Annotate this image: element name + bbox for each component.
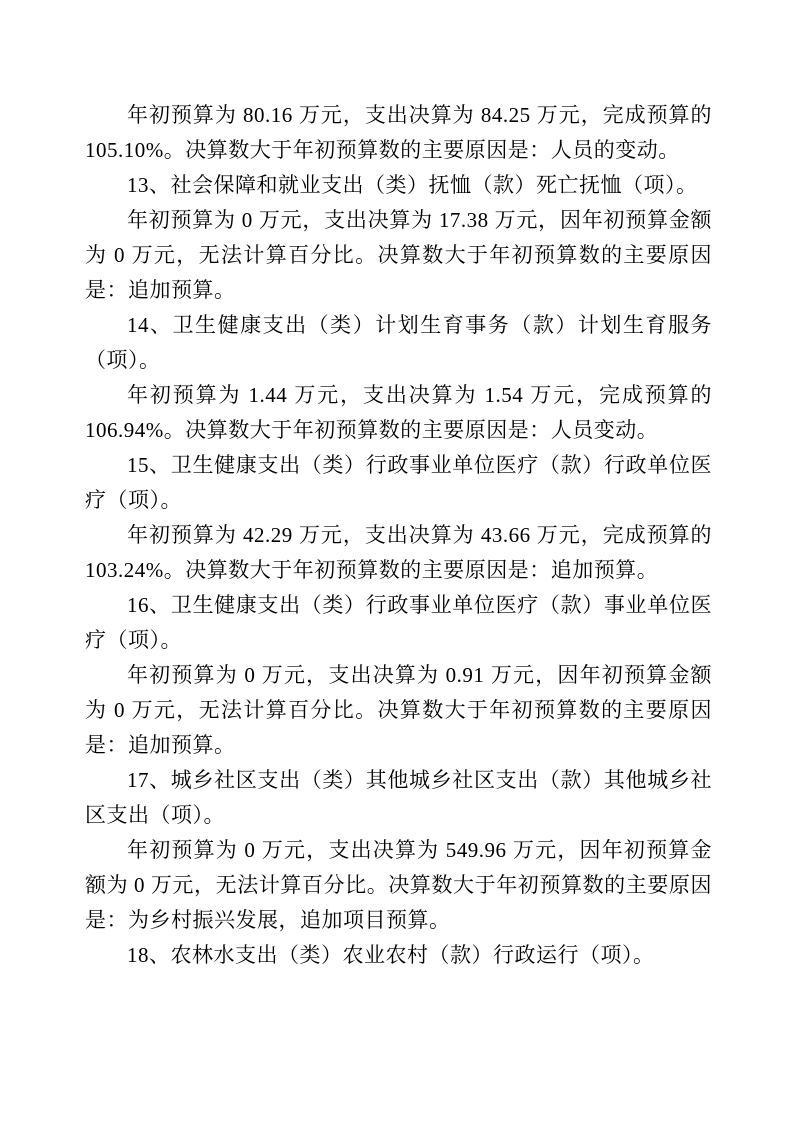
paragraph-11: 年初预算为 0 万元，支出决算为 549.96 万元，因年初预算金额为 0 万元，无法计算百分比。决算数大于年初预算数的主要原因是：为乡村振兴发展，追加项目预算。: [85, 838, 712, 932]
paragraph-8: 16、卫生健康支出（类）行政事业单位医疗（款）事业单位医疗（项）。: [85, 593, 712, 652]
paragraph-10: 17、城乡社区支出（类）其他城乡社区支出（款）其他城乡社区支出（项）。: [85, 768, 712, 827]
paragraph-3: 年初预算为 0 万元，支出决算为 17.38 万元，因年初预算金额为 0 万元，无法计算百分比。决算数大于年初预算数的主要原因是：追加预算。: [85, 208, 712, 302]
paragraph-6: 15、卫生健康支出（类）行政事业单位医疗（款）行政单位医疗（项）。: [85, 453, 712, 512]
document-body: [85, 98, 712, 973]
paragraph-4: 14、卫生健康支出（类）计划生育事务（款）计划生育服务（项）。: [85, 313, 712, 372]
paragraph-7: 年初预算为 42.29 万元，支出决算为 43.66 万元，完成预算的 103.24%。决算数大于年初预算数的主要原因是：追加预算。: [85, 523, 712, 582]
paragraph-1: 年初预算为 80.16 万元，支出决算为 84.25 万元，完成预算的 105.10%。决算数大于年初预算数的主要原因是：人员的变动。: [85, 103, 712, 162]
paragraph-12: 18、农林水支出（类）农业农村（款）行政运行（项）。: [127, 943, 655, 967]
paragraph-5: 年初预算为 1.44 万元，支出决算为 1.54 万元，完成预算的 106.94%。决算数大于年初预算数的主要原因是：人员变动。: [85, 383, 712, 442]
paragraph-2: 13、社会保障和就业支出（类）抚恤（款）死亡抚恤（项）。: [127, 173, 698, 197]
paragraph-9: 年初预算为 0 万元，支出决算为 0.91 万元，因年初预算金额为 0 万元，无法计算百分比。决算数大于年初预算数的主要原因是：追加预算。: [85, 663, 712, 757]
